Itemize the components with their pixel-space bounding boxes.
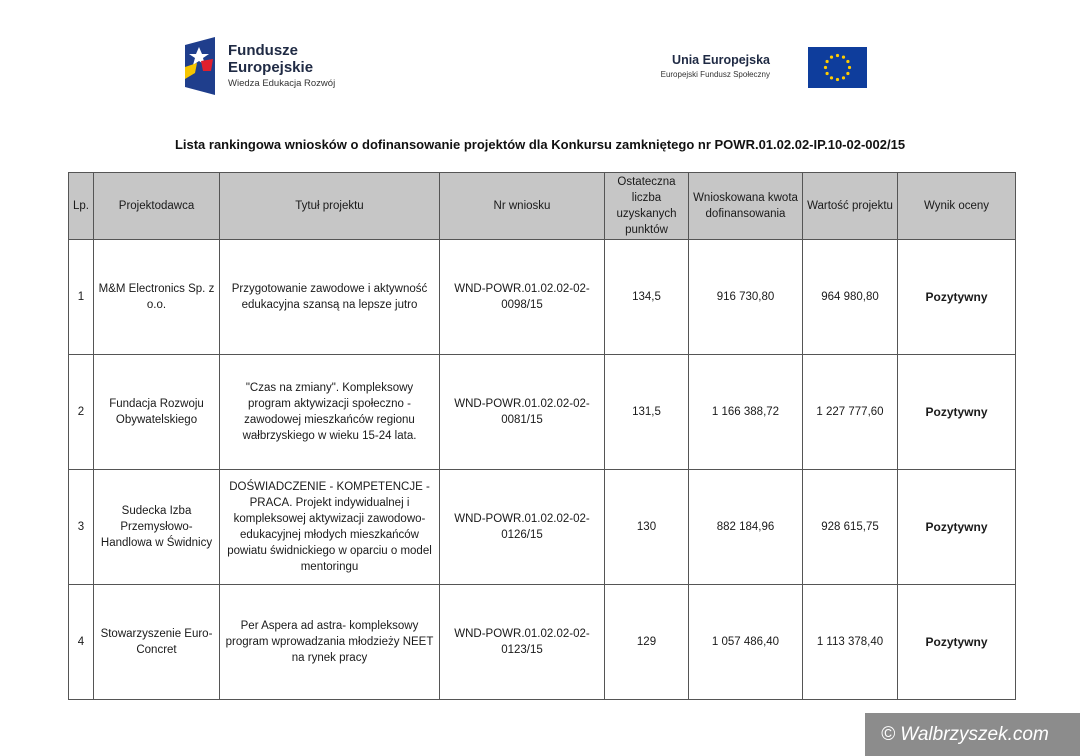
cell-lp: 2 [69,355,94,470]
cell-punkty: 131,5 [605,355,689,470]
fundusze-flag-icon [185,37,215,95]
cell-lp: 3 [69,470,94,585]
eu-flag-icon [808,47,867,88]
cell-wynik: Pozytywny [898,355,1016,470]
cell-kwota: 916 730,80 [689,240,803,355]
cell-wynik: Pozytywny [898,240,1016,355]
eu-star-icon [830,76,833,79]
cell-punkty: 130 [605,470,689,585]
ranking-table [68,172,1016,700]
cell-projektodawca: Stowarzyszenie Euro-Concret [94,585,220,700]
cell-nr-wniosku: WND-POWR.01.02.02-02-0126/15 [440,470,605,585]
cell-nr-wniosku: WND-POWR.01.02.02-02-0081/15 [440,355,605,470]
eu-star-icon [824,66,827,69]
cell-wynik: Pozytywny [898,585,1016,700]
cell-lp: 1 [69,240,94,355]
cell-projektodawca: Fundacja Rozwoju Obywatelskiego [94,355,220,470]
table-row [69,240,1016,355]
header-projektodawca: Projektodawca [94,173,220,240]
eu-star-icon [830,56,833,59]
cell-nr-wniosku: WND-POWR.01.02.02-02-0098/15 [440,240,605,355]
eu-star-icon [848,66,851,69]
cell-punkty: 129 [605,585,689,700]
header-punkty: Ostateczna liczba uzyskanych punktów [605,173,689,240]
header-wartosc: Wartość projektu [803,173,898,240]
cell-tytul: Per Aspera ad astra- kompleksowy program wprowadzania młodzieży NEET na rynek pracy [220,585,440,700]
header-tytul: Tytuł projektu [220,173,440,240]
cell-tytul: DOŚWIADCZENIE - KOMPETENCJE - PRACA. Projekt indywidualnej i kompleksowej aktywizacji zawodowo-edukacyjnej młodych mieszkańców powiatu świdnickiego w oparciu o model mentoringu [220,470,440,585]
cell-tytul: Przygotowanie zawodowe i aktywność edukacyjna szansą na lepsze jutro [220,240,440,355]
cell-lp: 4 [69,585,94,700]
cell-kwota: 1 057 486,40 [689,585,803,700]
cell-wynik: Pozytywny [898,470,1016,585]
header-nr-wniosku: Nr wniosku [440,173,605,240]
cell-nr-wniosku: WND-POWR.01.02.02-02-0123/15 [440,585,605,700]
cell-wartosc: 1 227 777,60 [803,355,898,470]
table-header-row [69,173,1016,240]
unia-europejska-logo [660,47,870,89]
eu-star-icon [836,78,839,81]
cell-kwota: 1 166 388,72 [689,355,803,470]
header-kwota: Wnioskowana kwota dofinansowania [689,173,803,240]
cell-kwota: 882 184,96 [689,470,803,585]
cell-wartosc: 928 615,75 [803,470,898,585]
logo-text-efs: Europejski Fundusz Społeczny [660,70,770,79]
logo-text-fundusze: Fundusze [228,42,298,59]
header-lp: Lp. [69,173,94,240]
cell-projektodawca: Sudecka Izba Przemysłowo-Handlowa w Świdnicy [94,470,220,585]
table-row [69,585,1016,700]
cell-wartosc: 1 113 378,40 [803,585,898,700]
table-row [69,470,1016,585]
eu-star-icon [836,54,839,57]
logo-tagline: Wiedza Edukacja Rozwój [228,78,336,89]
logo-text-europejskie: Europejskie [228,59,314,76]
logo-text-unia: Unia Europejska [672,53,770,67]
eu-star-icon [826,60,829,63]
header-wynik: Wynik oceny [898,173,1016,240]
table-row [69,355,1016,470]
cell-wartosc: 964 980,80 [803,240,898,355]
cell-tytul: "Czas na zmiany". Kompleksowy program aktywizacji społeczno - zawodowej mieszkańców regionu wałbrzyskiego w wieku 15-24 lata. [220,355,440,470]
eu-star-icon [846,60,849,63]
page-title: Lista rankingowa wniosków o dofinansowanie projektów dla Konkursu zamkniętego nr POWR.01.02.02-IP.10-02-002/15 [174,137,906,152]
eu-star-icon [826,72,829,75]
watermark: © Walbrzyszek.com [865,713,1080,756]
eu-star-icon [842,56,845,59]
fundusze-europejskie-logo [185,37,355,97]
cell-projektodawca: M&M Electronics Sp. z o.o. [94,240,220,355]
cell-punkty: 134,5 [605,240,689,355]
eu-star-icon [842,76,845,79]
eu-star-icon [846,72,849,75]
